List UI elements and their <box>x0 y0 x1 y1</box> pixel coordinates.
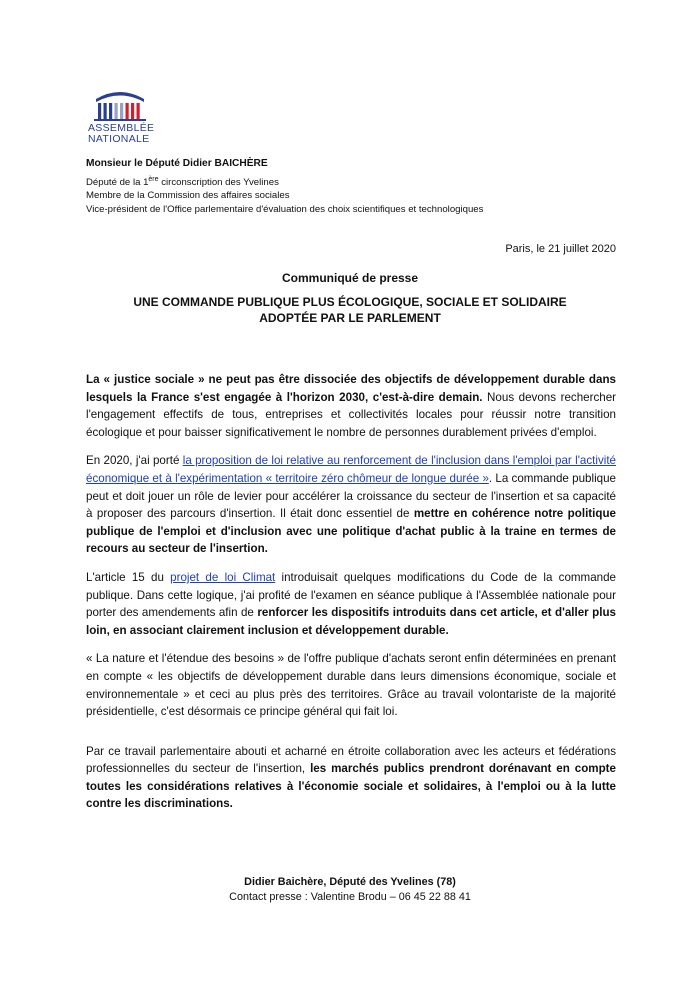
press-release-body <box>86 371 616 824</box>
headline: UNE COMMANDE PUBLIQUE PLUS ÉCOLOGIQUE, SOCIALE ET SOLIDAIRE ADOPTÉE PAR LE PARLEMENT <box>133 295 567 325</box>
signature-name: Didier Baichère, Député des Yvelines (78) <box>244 876 456 888</box>
paragraph-5: Par ce travail parlementaire abouti et acharné en étroite collaboration avec les acteurs et fédérations professionnelles du secteur de l'insertion, les marchés publics prendront dorénavant en compte toutes les considérations relatives à l'économie sociale et solidaires, à l'emploi ou à la lutte contre les discriminations. <box>86 744 616 811</box>
deputy-name: Monsieur le Député Didier BAICHÈRE <box>86 158 268 169</box>
logo-text: ASSEMBLÉE NATIONALE <box>88 122 155 145</box>
signature <box>0 875 700 905</box>
communique-title: Communiqué de presse <box>281 271 419 285</box>
assemblee-nationale-logo <box>86 85 156 145</box>
paragraph-4: « La nature et l'étendue des besoins » de l'offre publique d'achats seront enfin déterminées en prenant en compte « les objectifs de développement durable dans leurs dimensions économique, sociale et environnementale » et ceci au plus près des territoires. Grâce au travail volontariste de la majorité présidentielle, c'est désormais ce principe général qui fait loi. <box>86 652 616 719</box>
projet-loi-climat-link[interactable]: projet de loi Climat <box>170 570 276 584</box>
deputy-commission: Membre de la Commission des affaires sociales <box>86 190 290 202</box>
deputy-block <box>86 157 483 216</box>
deputy-office: Vice-président de l'Office parlementaire d'évaluation des choix scientifiques et technologiques <box>86 203 484 215</box>
paragraph-2: En 2020, j'ai porté la proposition de loi relative au renforcement de l'inclusion dans l'emploi par l'activité économique et à l'expérimentation « territoire zéro chômeur de longue durée ». La commande publique peut et doit jouer un rôle de levier pour accélérer la croissance du secteur de l'insertion et sa capacité à proposer des parcours d'insertion. Il était donc essentiel de mettre en cohérence notre politique publique de l'emploi et d'inclusion avec une politique d'achat public à la traine en termes de recours au secteur de l'insertion. <box>86 454 616 556</box>
proposition-loi-link[interactable]: la proposition de loi relative au renforcement de l'inclusion dans l'emploi par l'activité économique et à l'expérimentation « territoire zéro chômeur de longue durée » <box>86 454 616 485</box>
hemicycle-icon <box>92 85 148 121</box>
press-contact: Contact presse : Valentine Brodu – 06 45 22 88 41 <box>229 891 471 903</box>
deputy-circonscription: Député de la 1ère circonscription des Yvelines <box>86 175 279 188</box>
paragraph-3: L'article 15 du projet de loi Climat introduisait quelques modifications du Code de la commande publique. Dans cette logique, j'ai profité de l'examen en séance publique à l'Assemblée nationale pour porter des amendements afin de renforcer les dispositifs introduits dans cet article, et d'aller plus loin, en associant clairement inclusion et développement durable. <box>86 570 616 637</box>
paragraph-1: La « justice sociale » ne peut pas être dissociée des objectifs de développement durable dans lesquels la France s'est engagée à l'horizon 2030, c'est-à-dire demain. Nous devons rechercher l'engagement effectifs de tous, entreprises et collectivités locales pour réussir notre transition écologique et pour baisser significativement le nombre de personnes durablement privées d'emploi. <box>86 373 617 439</box>
date: Paris, le 21 juillet 2020 <box>505 243 616 255</box>
